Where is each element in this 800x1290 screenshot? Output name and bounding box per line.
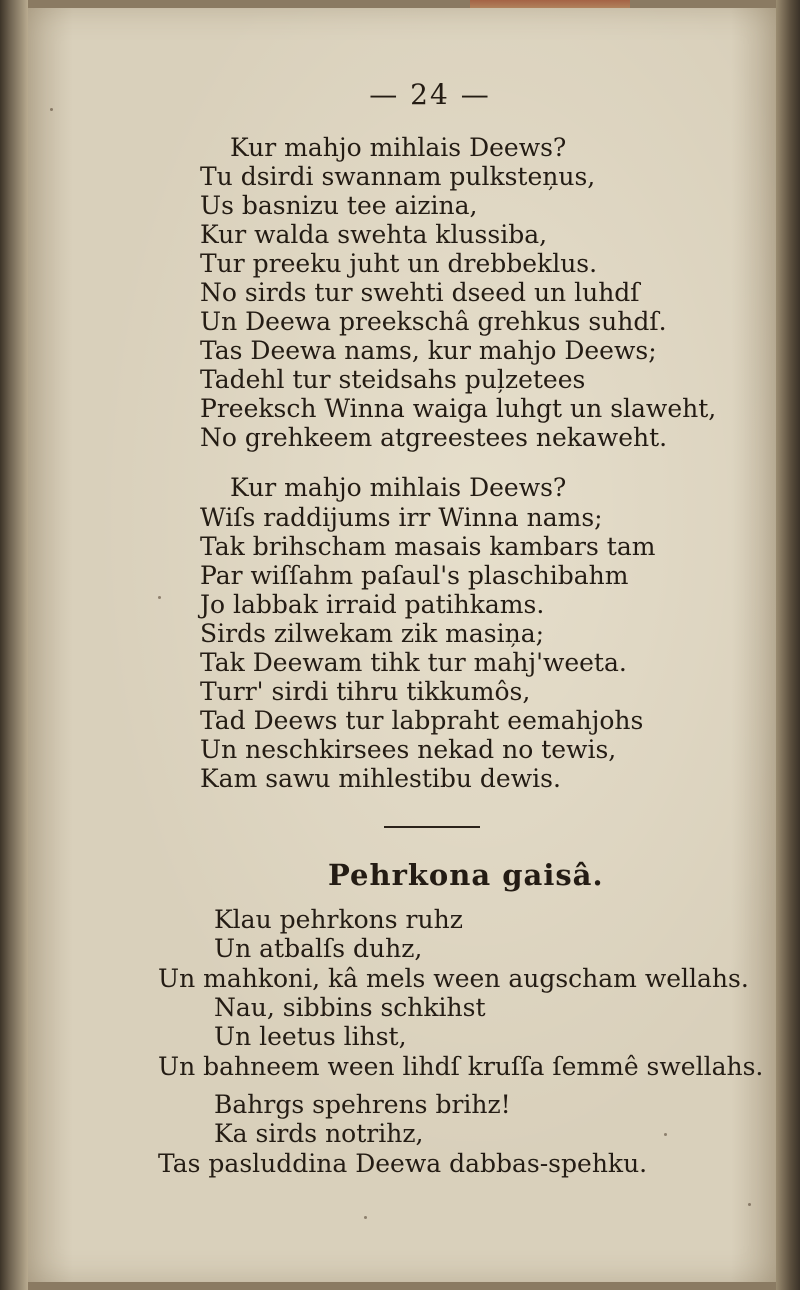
poem-line: Un Deewa preekschâ grehkus suhdſ. [200, 307, 667, 336]
poem-line: Un leetus lihst, [214, 1022, 407, 1051]
book-page [28, 8, 776, 1282]
poem-line: Un bahneem ween lihdſ kruſſa ſemmê swellahs. [158, 1052, 764, 1081]
poem-line: Tak Deewam tihk tur mahj'weeta. [200, 648, 627, 677]
paper-speck [158, 596, 161, 599]
poem-line: No grehkeem atgreestees nekaweht. [200, 423, 668, 452]
poem-line: Par wiſſahm paſaul's plaschibahm [200, 561, 629, 590]
poem-line: No sirds tur swehti dseed un luhdſ [200, 278, 640, 307]
poem-line: Tak brihscham masais kambars tam [200, 532, 656, 561]
page-number: — 24 — [369, 78, 491, 111]
book-binding [0, 0, 28, 1290]
paper-speck [664, 1133, 667, 1136]
paper-speck [748, 1203, 751, 1206]
paper-speck [364, 1216, 367, 1219]
poem-line: Turr' sirdi tihru tikkumôs, [200, 677, 531, 706]
poem-line: Nau, sibbins schkihst [214, 993, 486, 1022]
poem-line: Tur preeku juht un drebbeklus. [200, 249, 598, 278]
poem-line: Kam sawu mihlestibu dewis. [200, 764, 561, 793]
poem-line: Tu dsirdi swannam pulksteņus, [200, 162, 596, 191]
poem-line: Klau pehrkons ruhz [214, 905, 463, 934]
poem-line: Us basnizu tee aizina, [200, 191, 478, 220]
poem-line: Tad Deews tur labpraht eemahjohs [200, 706, 644, 735]
poem-line: Kur mahjo mihlais Deews? [230, 133, 567, 162]
poem-line: Un neschkirsees nekad no tewis, [200, 735, 617, 764]
poem-line: Preeksch Winna waiga luhgt un slaweht, [200, 394, 717, 423]
poem-line: Kur walda swehta klussiba, [200, 220, 548, 249]
poem-line: Tas Deewa nams, kur mahjo Deews; [200, 336, 657, 365]
poem-line: Jo labbak irraid patihkams. [200, 590, 545, 619]
poem-line: Wiſs raddijums irr Winna nams; [200, 503, 603, 532]
poem-line: Sirds zilwekam zik masiņa; [200, 619, 545, 648]
section-divider [384, 826, 480, 828]
poem-line: Tadehl tur steidsahs puļzetees [200, 365, 586, 394]
poem-line: Un mahkoni, kâ mels ween augscham wellahs. [158, 964, 749, 993]
poem-line: Bahrgs spehrens brihz! [214, 1090, 511, 1119]
poem-line: Kur mahjo mihlais Deews? [230, 473, 567, 502]
poem-title: Pehrkona gaisâ. [328, 858, 604, 892]
poem-line: Tas pasluddina Deewa dabbas-spehku. [158, 1149, 648, 1178]
page-stack-edge [776, 0, 800, 1290]
poem-line: Ka sirds notrihz, [214, 1119, 424, 1148]
paper-speck [50, 108, 53, 111]
poem-line: Un atbalſs duhz, [214, 934, 423, 963]
